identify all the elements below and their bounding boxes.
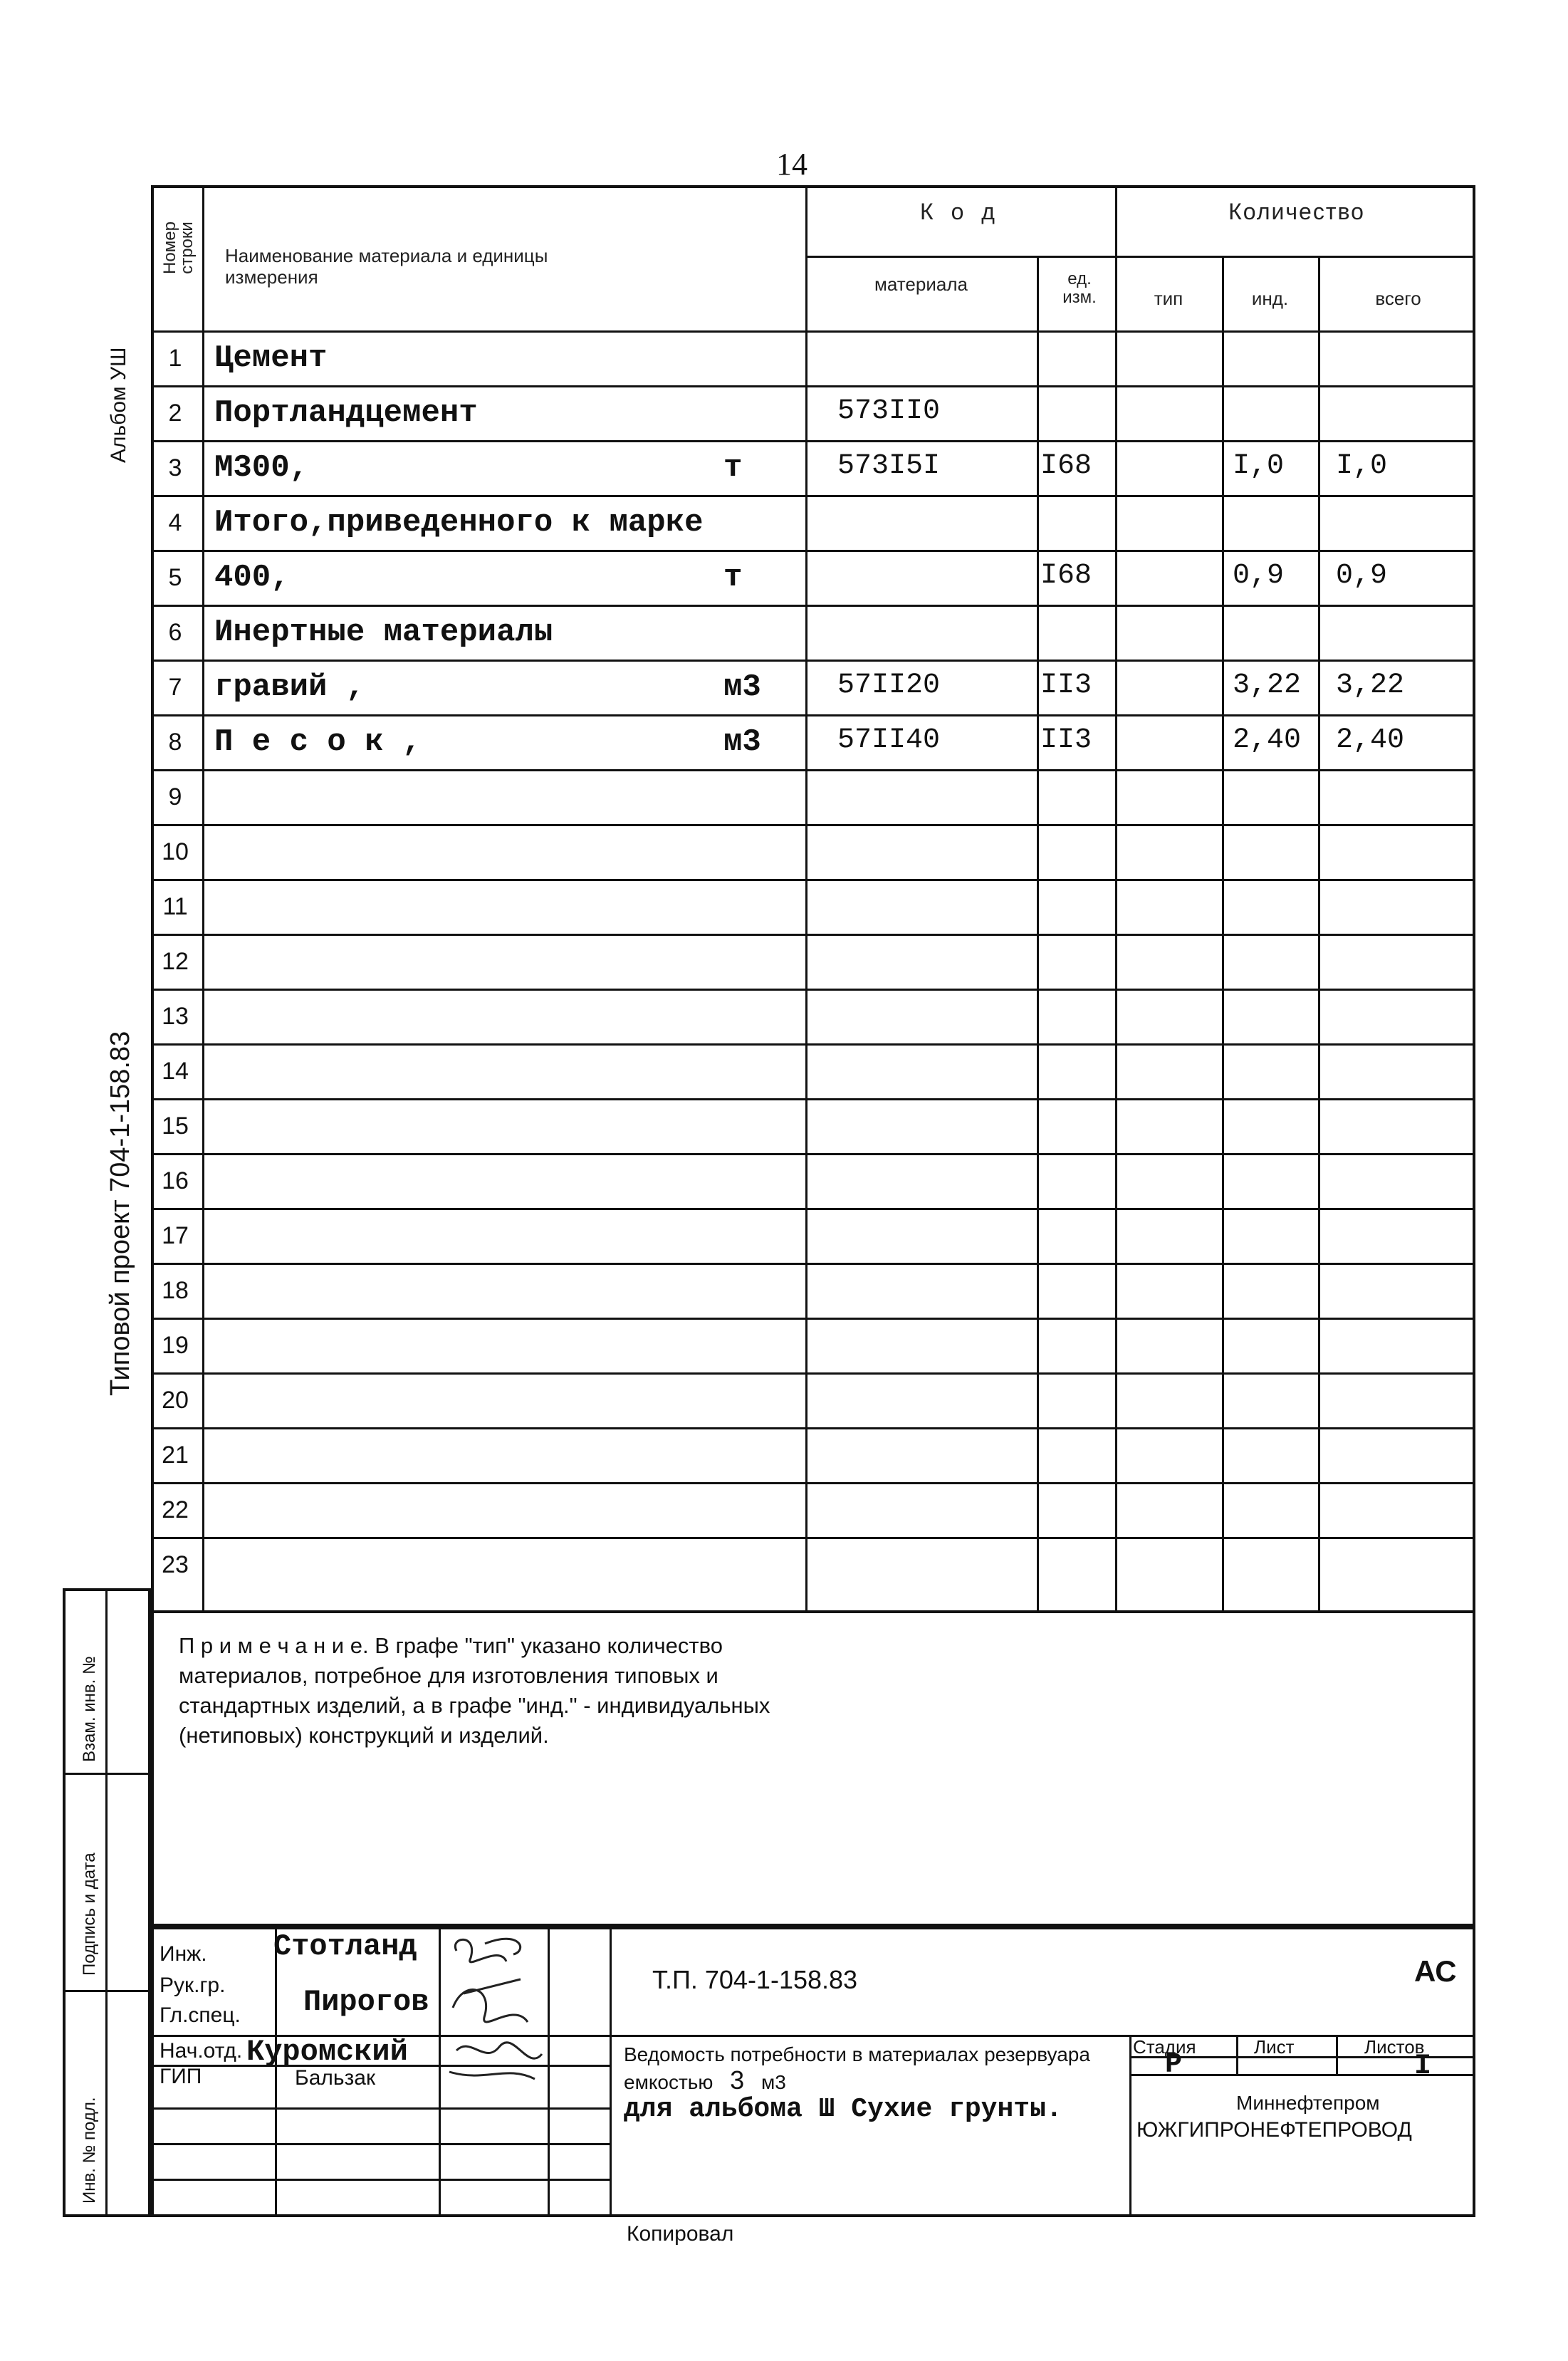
stage-value: Р (1165, 2049, 1183, 2081)
row-number: 13 (162, 1003, 189, 1030)
left-approval-strip (63, 1588, 151, 2217)
header-quantity: Количество (1228, 199, 1365, 224)
role-engineer: Инж. (160, 1942, 207, 1966)
row-divider (154, 1153, 1473, 1155)
signatures (442, 1929, 549, 2107)
row-divider (154, 989, 1473, 991)
name-kuromsky: Куромский (246, 2035, 408, 2069)
row-number: 7 (168, 674, 182, 701)
row-number: 8 (168, 729, 182, 756)
cell-code: 57II20 (837, 669, 941, 702)
cell-qty-total: 0,9 (1336, 560, 1388, 592)
cell-qty-ind: 0,9 (1233, 560, 1285, 592)
materials-table (151, 185, 1475, 1613)
row-divider (154, 550, 1473, 552)
cell-unit-code: I68 (1040, 560, 1092, 592)
header-qty-total: всего (1375, 288, 1421, 309)
row-number: 2 (168, 400, 182, 427)
org-ministry: Миннефтепром (1236, 2092, 1380, 2114)
title-block (151, 1927, 1475, 2217)
header-code-material: материала (874, 273, 968, 295)
doc-code: Т.П. 704-1-158.83 (652, 1965, 858, 1994)
row-number: 15 (162, 1112, 189, 1140)
header-name: Наименование материала и единицы измерения (225, 245, 548, 288)
note-section (151, 1613, 1475, 1927)
row-divider (154, 385, 1473, 387)
row-number: 9 (168, 783, 182, 811)
header-code: К о д (920, 199, 1000, 224)
row-number: 20 (162, 1387, 189, 1414)
org-institute: ЮЖГИПРОНЕФТЕПРОВОД (1136, 2118, 1412, 2142)
side-label-album: Альбом УШ (107, 347, 130, 463)
role-gip: ГИП (160, 2065, 202, 2088)
row-number: 18 (162, 1277, 189, 1304)
side-label-project: Типовой проект 704-1-158.83 (105, 1031, 135, 1396)
row-number: 11 (162, 893, 188, 920)
row-divider (154, 1098, 1473, 1100)
row-divider (154, 660, 1473, 662)
cell-name: Итого,приведенного к марке (214, 505, 704, 541)
footer-copied: Копировал (627, 2222, 734, 2246)
row-divider (154, 824, 1473, 826)
row-divider (154, 934, 1473, 936)
cell-code: 57II40 (837, 724, 941, 756)
row-number: 12 (162, 948, 189, 975)
cell-name: Цемент (214, 340, 328, 376)
row-number: 1 (168, 345, 182, 372)
cell-unit: м3 (723, 669, 761, 705)
name-balzak: Бальзак (295, 2066, 376, 2090)
cell-unit-code: II3 (1040, 724, 1092, 756)
cell-name: 400, (214, 560, 290, 595)
row-divider (154, 440, 1473, 442)
header-qty-tip: тип (1154, 288, 1183, 309)
cell-name: М300, (214, 450, 309, 486)
header-code-unit: ед. изм. (1062, 269, 1097, 307)
doc-mark: АС (1414, 1954, 1457, 1988)
row-number: 23 (162, 1551, 189, 1578)
row-divider (154, 1263, 1473, 1265)
name-pirogov: Пирогов (303, 1985, 429, 2019)
header-row-no: Номер строки (160, 221, 197, 274)
cell-qty-ind: 3,22 (1233, 669, 1302, 702)
row-number: 6 (168, 619, 182, 646)
page-number: 14 (776, 147, 807, 182)
cell-qty-ind: 2,40 (1233, 724, 1302, 756)
row-number: 21 (162, 1442, 189, 1469)
cell-code: 573II0 (837, 395, 941, 427)
name-stotland: Стотланд (273, 1929, 417, 1964)
sheets-value: I (1414, 2050, 1432, 2083)
row-divider (154, 1427, 1473, 1429)
role-chief-spec: Гл.спец. (160, 2003, 241, 2027)
cell-qty-total: 3,22 (1336, 669, 1405, 702)
row-divider (154, 605, 1473, 607)
row-divider (154, 1372, 1473, 1375)
role-dept-head: Нач.отд. (160, 2039, 243, 2063)
row-number: 16 (162, 1167, 189, 1194)
row-divider (154, 714, 1473, 716)
row-divider (154, 1482, 1473, 1484)
cell-qty-total: 2,40 (1336, 724, 1405, 756)
row-divider (154, 769, 1473, 771)
row-divider (154, 1537, 1473, 1539)
title-line-2: для альбома Ш Сухие грунты. (624, 2094, 1062, 2125)
strip-label-signature: Подпись и дата (80, 1852, 99, 1976)
cell-unit-code: I68 (1040, 450, 1092, 482)
cell-name: П е с о к , (214, 724, 422, 760)
sheets-label: Листов (1364, 2036, 1425, 2058)
row-number: 3 (168, 454, 182, 481)
cell-code: 573I5I (837, 450, 941, 482)
row-number: 5 (168, 564, 182, 591)
row-divider (154, 1043, 1473, 1046)
row-number: 17 (162, 1222, 189, 1249)
sheet-label: Лист (1254, 2036, 1295, 2058)
note-text: П р и м е ч а н и е. В графе "тип" указано количество материалов, потребное для изготовления типовых и стандартных изделий, а в графе "инд." - индивидуальных (нетиповых) конструкций и изделий. (179, 1633, 770, 1748)
row-number: 10 (162, 838, 189, 865)
stage-label: Стадия (1133, 2036, 1196, 2058)
row-number: 22 (162, 1496, 189, 1523)
cell-name: Портландцемент (214, 395, 478, 431)
cell-unit: т (723, 450, 743, 486)
cell-qty-total: I,0 (1336, 450, 1388, 482)
row-divider (154, 1318, 1473, 1320)
row-number: 4 (168, 509, 182, 536)
row-divider (154, 1208, 1473, 1210)
cell-unit-code: II3 (1040, 669, 1092, 702)
row-number: 14 (162, 1058, 189, 1085)
row-divider (154, 495, 1473, 497)
title-line-1: Ведомость потребности в материалах резервуара емкостью 3 м3 (624, 2043, 1090, 2095)
header-qty-ind: инд. (1251, 288, 1289, 309)
cell-qty-ind: I,0 (1233, 450, 1285, 482)
strip-label-replace: Взам. инв. № (80, 1656, 99, 1762)
cell-name: гравий , (214, 669, 365, 705)
strip-label-inventory: Инв. № подл. (80, 2097, 99, 2204)
cell-name: Инертные материалы (214, 615, 553, 650)
row-divider (154, 879, 1473, 881)
row-number: 19 (162, 1332, 189, 1359)
cell-unit: м3 (723, 724, 761, 760)
role-group-lead: Рук.гр. (160, 1974, 226, 1997)
cell-unit: т (723, 560, 743, 595)
